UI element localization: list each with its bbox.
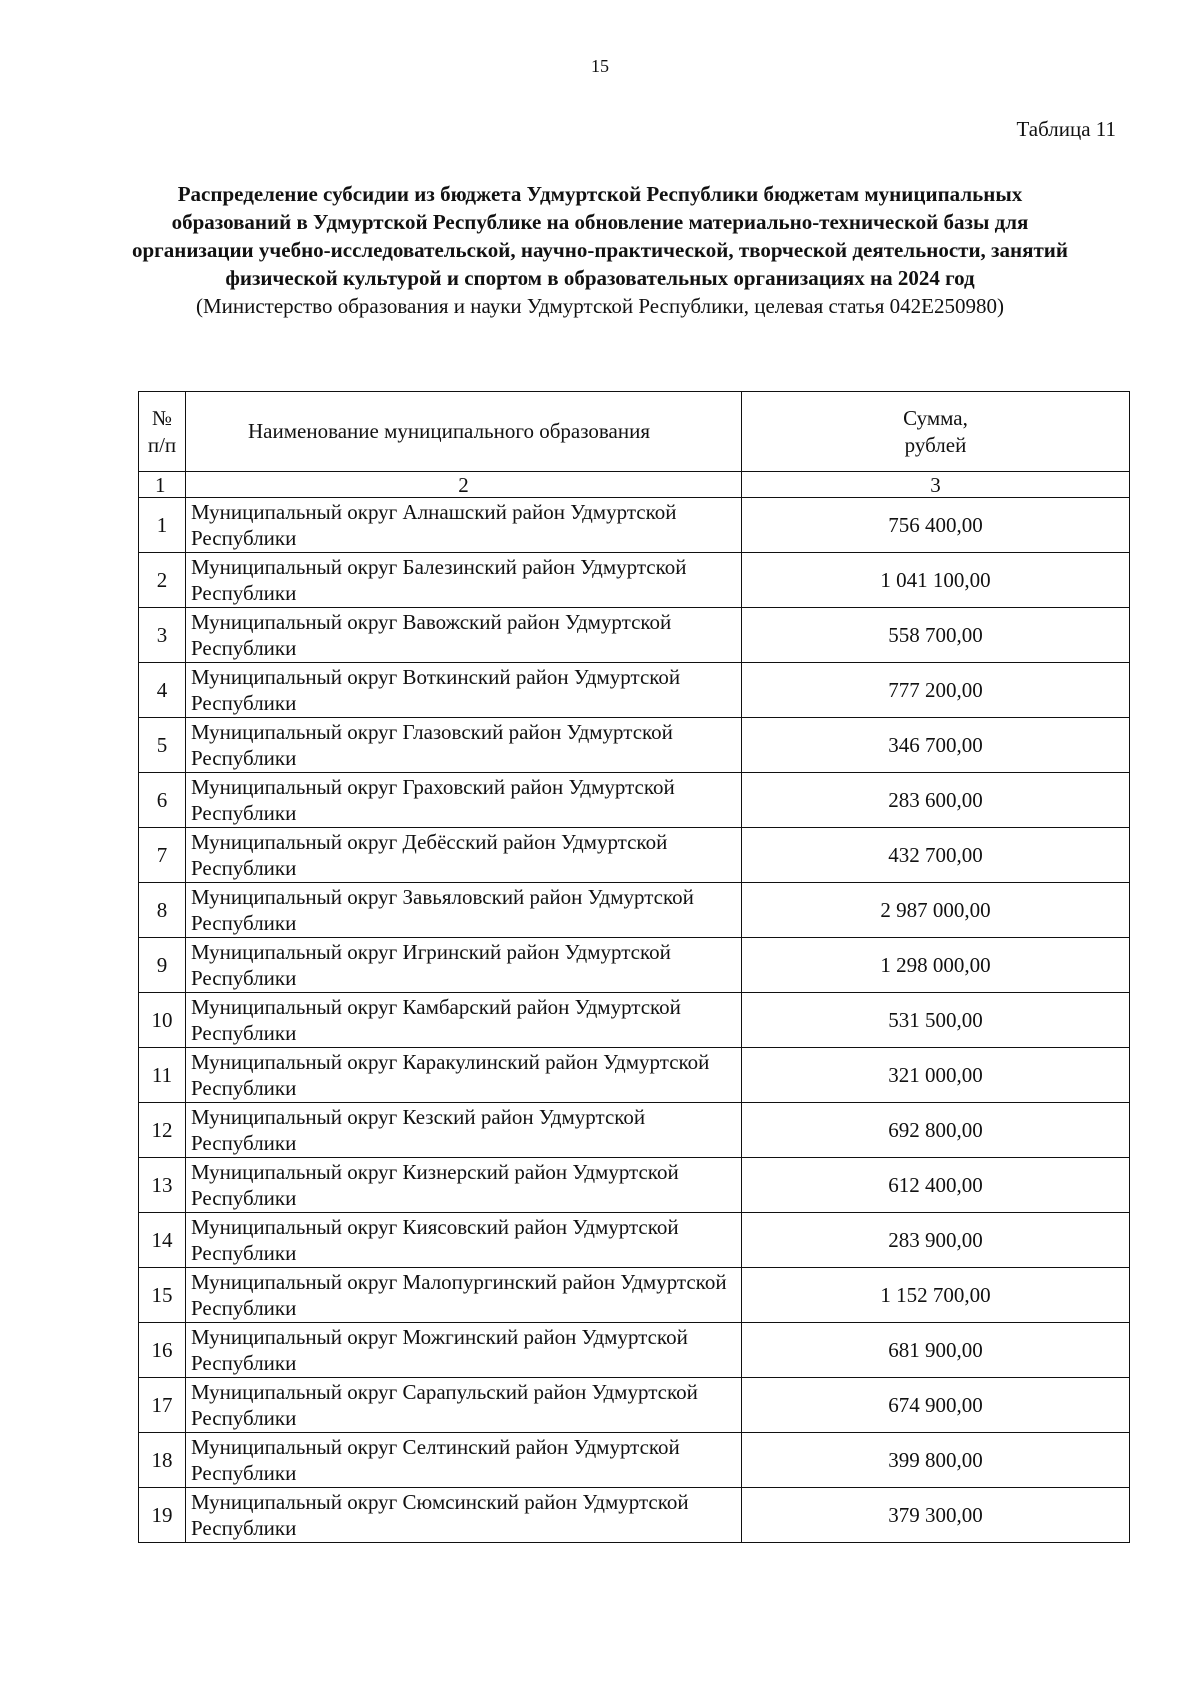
subsidy-amount: 283 900,00	[742, 1213, 1130, 1268]
subsidy-amount: 692 800,00	[742, 1103, 1130, 1158]
municipality-name: Муниципальный округ Можгинский район Удмуртской Республики	[186, 1323, 742, 1378]
municipality-name: Муниципальный округ Сюмсинский район Удмуртской Республики	[186, 1488, 742, 1543]
subsidy-amount: 558 700,00	[742, 608, 1130, 663]
table-body	[139, 498, 1130, 1543]
table-row	[139, 773, 1130, 828]
subsidy-amount: 756 400,00	[742, 498, 1130, 553]
document-subtitle: (Министерство образования и науки Удмуртской Республики, целевая статья 042Е250980)	[195, 294, 1004, 318]
table-row	[139, 1048, 1130, 1103]
subsidy-amount: 777 200,00	[742, 663, 1130, 718]
column-number-row	[139, 472, 1130, 498]
row-number: 7	[139, 828, 186, 883]
municipality-name: Муниципальный округ Балезинский район Удмуртской Республики	[186, 553, 742, 608]
municipality-name: Муниципальный округ Игринский район Удмуртской Республики	[186, 938, 742, 993]
row-number: 6	[139, 773, 186, 828]
table-row	[139, 1103, 1130, 1158]
page-number: 15	[591, 56, 609, 76]
subsidy-amount: 399 800,00	[742, 1433, 1130, 1488]
header-number-label: № п/п	[147, 405, 177, 457]
municipality-name: Муниципальный округ Вавожский район Удмуртской Республики	[186, 608, 742, 663]
table-row	[139, 553, 1130, 608]
municipality-name: Муниципальный округ Глазовский район Удмуртской Республики	[186, 718, 742, 773]
table-row	[139, 498, 1130, 553]
subsidy-amount: 674 900,00	[742, 1378, 1130, 1433]
row-number: 15	[139, 1268, 186, 1323]
table-row	[139, 828, 1130, 883]
column-number-3: 3	[742, 472, 1130, 498]
row-number: 4	[139, 663, 186, 718]
subsidy-amount: 1 152 700,00	[742, 1268, 1130, 1323]
document-title-block	[120, 180, 1080, 320]
municipality-name: Муниципальный округ Кизнерский район Удмуртской Республики	[186, 1158, 742, 1213]
municipality-name: Муниципальный округ Малопургинский район Удмуртской Республики	[186, 1268, 742, 1323]
municipality-name: Муниципальный округ Граховский район Удмуртской Республики	[186, 773, 742, 828]
row-number: 8	[139, 883, 186, 938]
subsidy-amount: 346 700,00	[742, 718, 1130, 773]
row-number: 17	[139, 1378, 186, 1433]
municipality-name: Муниципальный округ Алнашский район Удмуртской Республики	[186, 498, 742, 553]
subsidy-amount: 1 298 000,00	[742, 938, 1130, 993]
table-row	[139, 608, 1130, 663]
row-number: 11	[139, 1048, 186, 1103]
column-number-1: 1	[139, 472, 186, 498]
subsidy-amount: 531 500,00	[742, 993, 1130, 1048]
table-row	[139, 1433, 1130, 1488]
table-row	[139, 883, 1130, 938]
municipality-name: Муниципальный округ Кезский район Удмуртской Республики	[186, 1103, 742, 1158]
municipality-name: Муниципальный округ Завьяловский район Удмуртской Республики	[186, 883, 742, 938]
subsidy-amount: 2 987 000,00	[742, 883, 1130, 938]
row-number: 9	[139, 938, 186, 993]
document-title: Распределение субсидии из бюджета Удмуртской Республики бюджетам муниципальных образований в Удмуртской Республике на обновление материально-технической базы для организации учебно-исследовательской, научно-практической, творческой деятельности, занятий физической культурой и спортом в образовательных организациях на 2024 год	[132, 182, 1068, 290]
row-number: 10	[139, 993, 186, 1048]
row-number: 3	[139, 608, 186, 663]
table-header-row	[139, 392, 1130, 472]
municipality-name: Муниципальный округ Селтинский район Удмуртской Республики	[186, 1433, 742, 1488]
table-row	[139, 1323, 1130, 1378]
row-number: 19	[139, 1488, 186, 1543]
subsidy-amount: 432 700,00	[742, 828, 1130, 883]
table-row	[139, 938, 1130, 993]
table-row	[139, 1158, 1130, 1213]
subsidy-distribution-table	[138, 391, 1130, 1543]
subsidy-amount: 321 000,00	[742, 1048, 1130, 1103]
column-number-2: 2	[186, 472, 742, 498]
row-number: 14	[139, 1213, 186, 1268]
table-caption: Таблица 11	[1016, 117, 1116, 141]
municipality-name: Муниципальный округ Воткинский район Удмуртской Республики	[186, 663, 742, 718]
table-row	[139, 1378, 1130, 1433]
municipality-name: Муниципальный округ Камбарский район Удмуртской Республики	[186, 993, 742, 1048]
row-number: 13	[139, 1158, 186, 1213]
header-municipality-name: Наименование муниципального образования	[186, 392, 742, 472]
subsidy-amount: 612 400,00	[742, 1158, 1130, 1213]
row-number: 18	[139, 1433, 186, 1488]
subsidy-amount: 1 041 100,00	[742, 553, 1130, 608]
table-row	[139, 1268, 1130, 1323]
row-number: 2	[139, 553, 186, 608]
header-amount-label: Сумма, рублей	[903, 405, 968, 457]
municipality-name: Муниципальный округ Каракулинский район Удмуртской Республики	[186, 1048, 742, 1103]
row-number: 1	[139, 498, 186, 553]
row-number: 12	[139, 1103, 186, 1158]
municipality-name: Муниципальный округ Киясовский район Удмуртской Республики	[186, 1213, 742, 1268]
table-row	[139, 993, 1130, 1048]
table-row	[139, 1213, 1130, 1268]
table-row	[139, 718, 1130, 773]
table-row	[139, 663, 1130, 718]
subsidy-amount: 681 900,00	[742, 1323, 1130, 1378]
row-number: 16	[139, 1323, 186, 1378]
subsidy-amount: 283 600,00	[742, 773, 1130, 828]
subsidy-amount: 379 300,00	[742, 1488, 1130, 1543]
row-number: 5	[139, 718, 186, 773]
header-number	[139, 392, 186, 472]
municipality-name: Муниципальный округ Сарапульский район Удмуртской Республики	[186, 1378, 742, 1433]
header-amount	[742, 392, 1130, 472]
table-row	[139, 1488, 1130, 1543]
municipality-name: Муниципальный округ Дебёсский район Удмуртской Республики	[186, 828, 742, 883]
